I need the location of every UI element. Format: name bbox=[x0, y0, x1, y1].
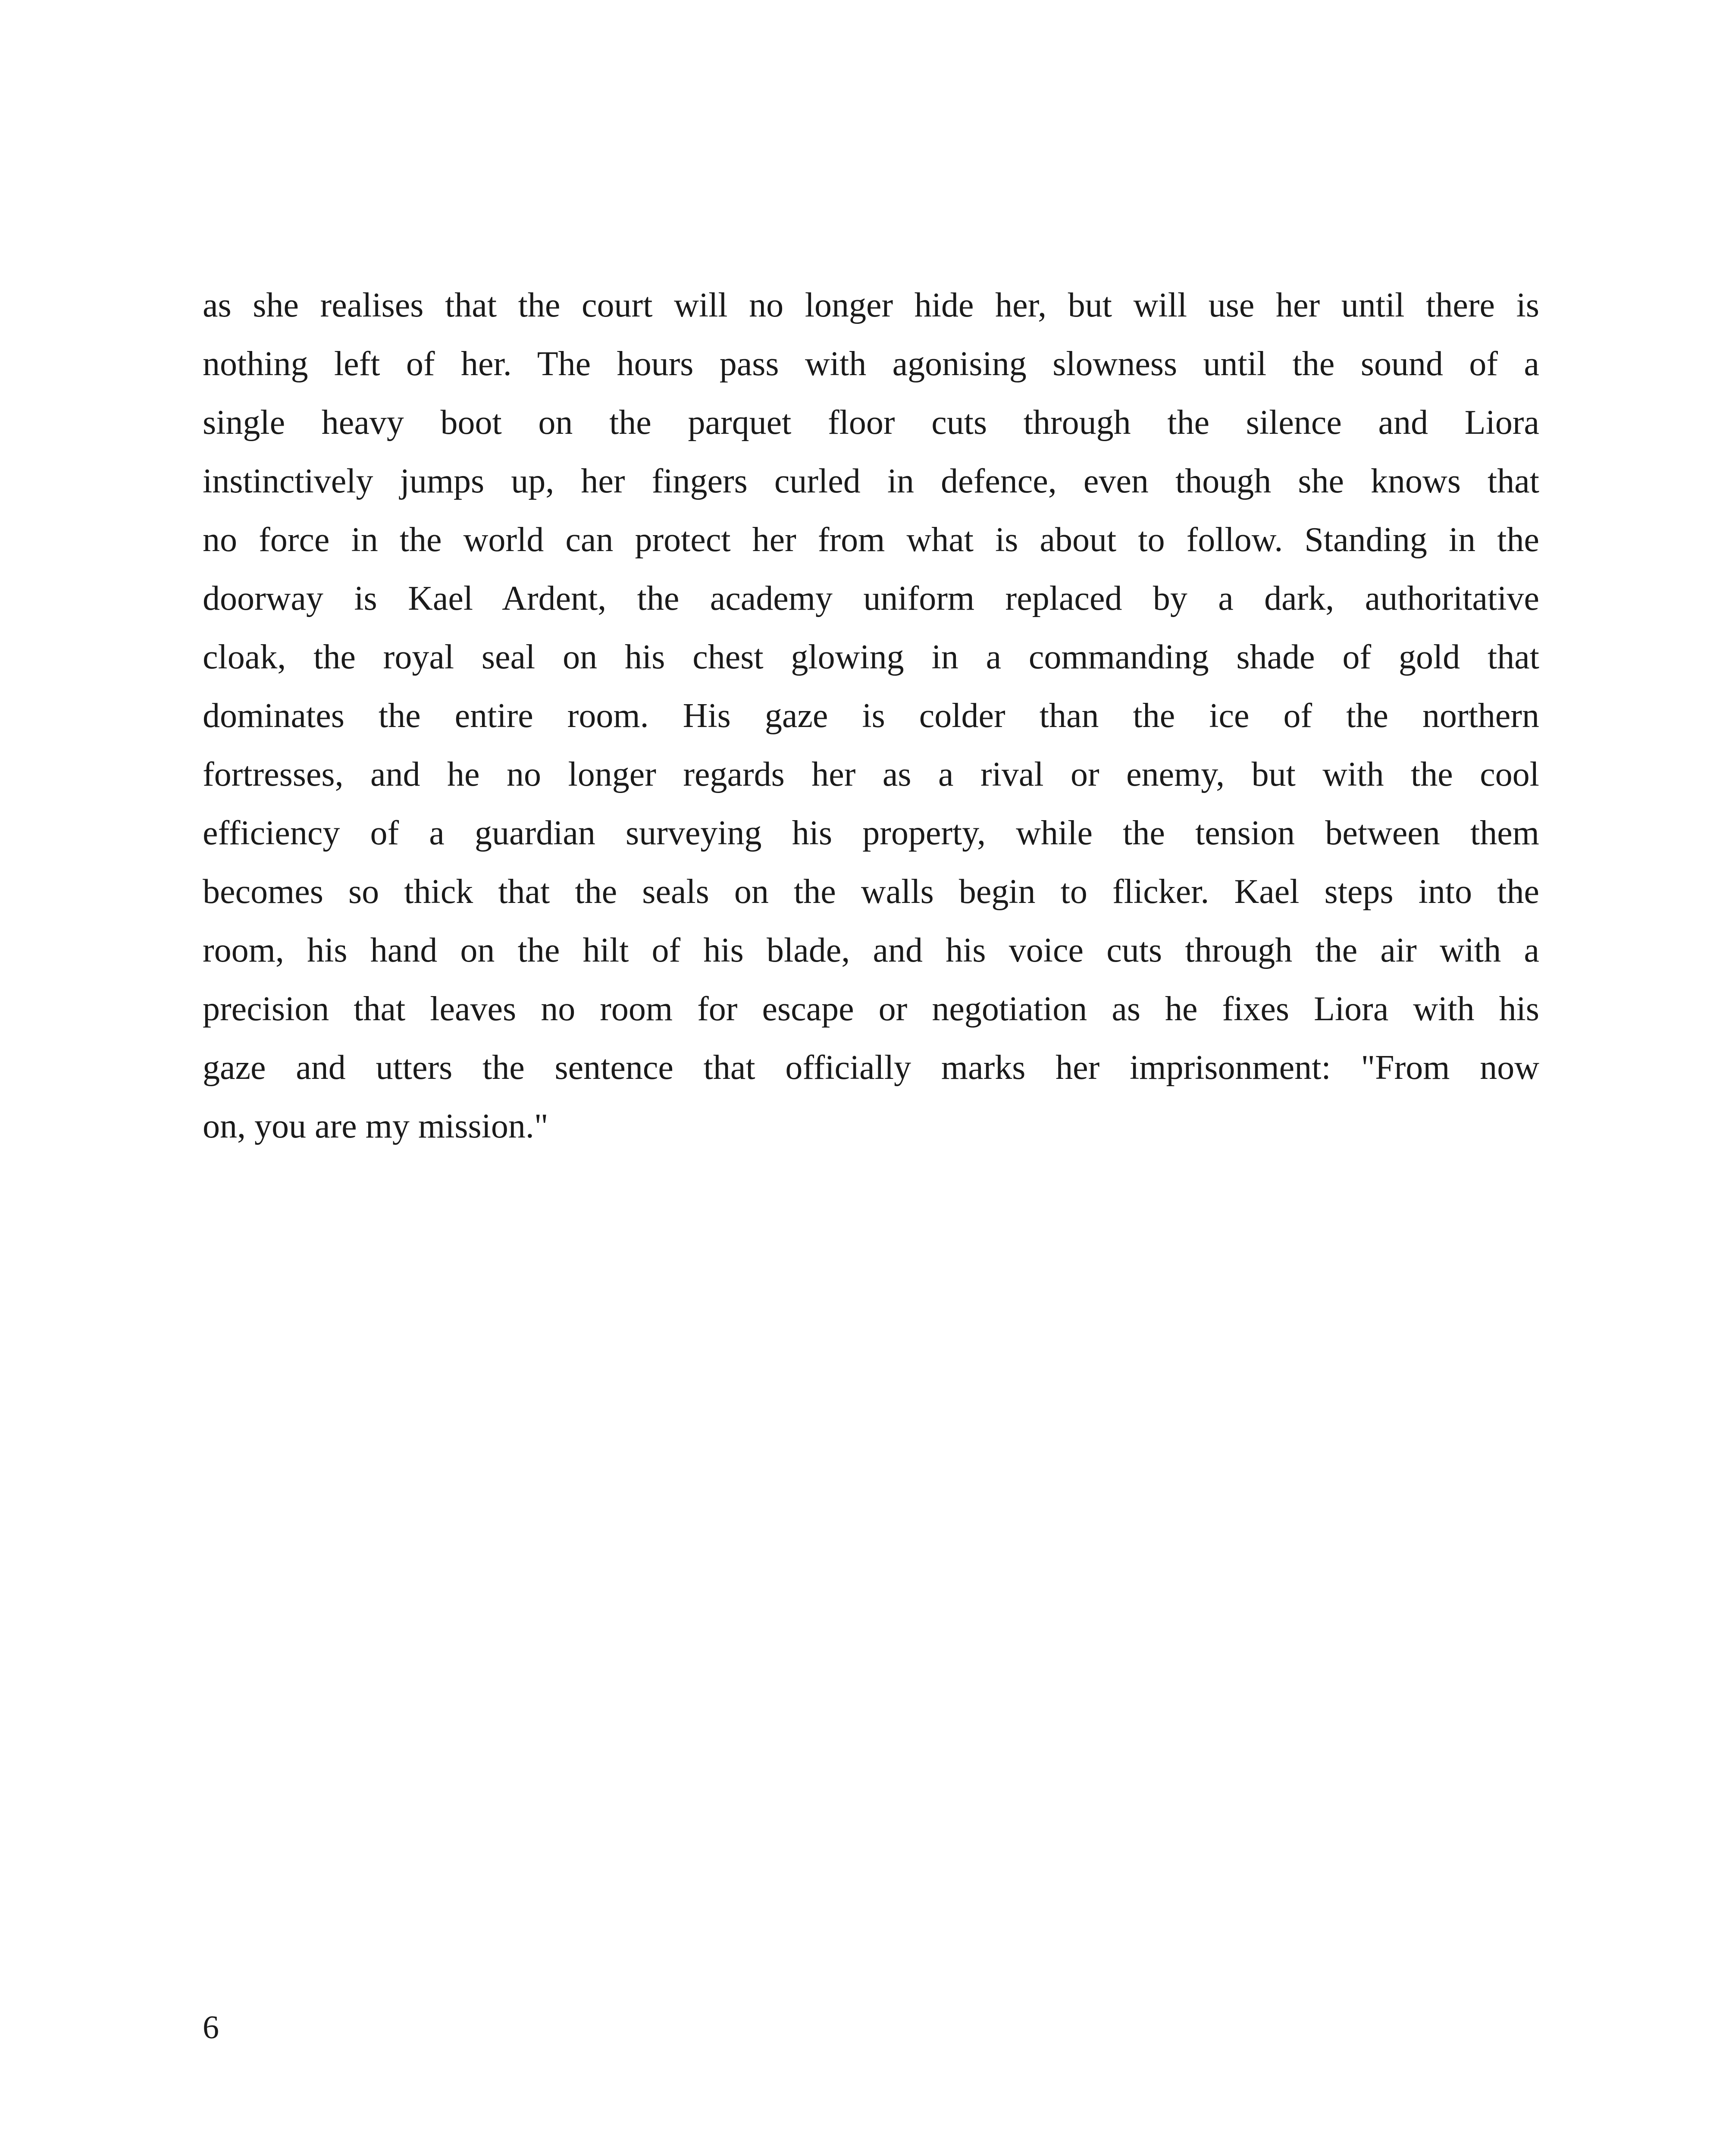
text-line: efficiency of a guardian surveying his property, while the tension between them bbox=[203, 814, 1539, 852]
text-line: dominates the entire room. His gaze is colder than the ice of the northern bbox=[203, 697, 1539, 735]
body-paragraph bbox=[203, 276, 1539, 1156]
text-line: cloak, the royal seal on his chest glowing in a commanding shade of gold that bbox=[203, 638, 1539, 676]
text-line: single heavy boot on the parquet floor cuts through the silence and Liora bbox=[203, 404, 1539, 442]
text-line: instinctively jumps up, her fingers curled in defence, even though she knows that bbox=[203, 462, 1539, 500]
text-line: doorway is Kael Ardent, the academy uniform replaced by a dark, authoritative bbox=[203, 580, 1539, 617]
text-line: gaze and utters the sentence that officially marks her imprisonment: "From now bbox=[203, 1049, 1539, 1087]
text-line: room, his hand on the hilt of his blade, and his voice cuts through the air with a bbox=[203, 931, 1539, 969]
text-line-last: on, you are my mission." bbox=[203, 1107, 548, 1145]
page-number: 6 bbox=[203, 2009, 219, 2046]
text-line: nothing left of her. The hours pass with agonising slowness until the sound of a bbox=[203, 345, 1539, 383]
text-line: fortresses, and he no longer regards her as a rival or enemy, but with the cool bbox=[203, 755, 1539, 793]
text-line: becomes so thick that the seals on the walls begin to flicker. Kael steps into the bbox=[203, 873, 1539, 911]
text-line: as she realises that the court will no longer hide her, but will use her until there is bbox=[203, 286, 1539, 324]
text-line: precision that leaves no room for escape or negotiation as he fixes Liora with his bbox=[203, 990, 1539, 1028]
text-line: no force in the world can protect her from what is about to follow. Standing in the bbox=[203, 521, 1539, 559]
